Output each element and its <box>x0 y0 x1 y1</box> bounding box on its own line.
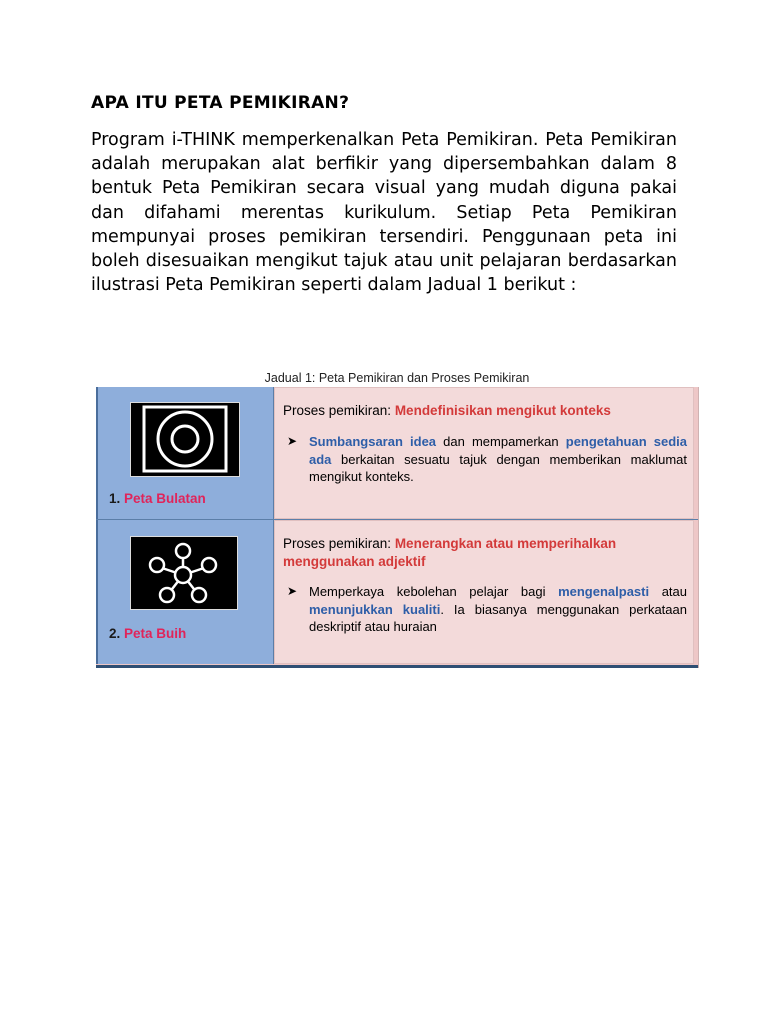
page-heading: APA ITU PETA PEMIKIRAN? <box>91 93 350 113</box>
circle-map-icon <box>130 402 240 477</box>
map-number: 2. <box>109 626 121 641</box>
bullet-text: Memperkaya kebolehan pelajar bagi <box>309 584 559 599</box>
map-label <box>109 626 186 641</box>
bullet-text: dan mempamerkan <box>436 434 566 449</box>
table-row <box>96 387 698 520</box>
thinking-maps-table <box>96 387 699 668</box>
highlight-text: menunjukkan kualiti <box>309 601 441 617</box>
process-label: Proses pemikiran: <box>283 536 392 551</box>
map-label <box>109 491 206 506</box>
arrow-bullet-icon: ➤ <box>287 434 298 448</box>
process-value: Menerangkan atau memperihalkan menggunakan adjektif <box>283 536 617 569</box>
process-cell <box>274 387 694 519</box>
highlight-text: pengetahuan sedia ada <box>309 434 687 467</box>
bullet-text: atau <box>649 584 687 599</box>
arrow-bullet-icon: ➤ <box>287 584 298 598</box>
bullet-text: . Ia biasanya menggunakan perkataan deskriptif atau huraian <box>309 601 687 634</box>
process-value: Mendefinisikan mengikut konteks <box>394 403 611 418</box>
map-name: Peta Bulatan <box>124 491 206 506</box>
process-bullet <box>287 583 687 636</box>
process-bullet <box>287 433 687 486</box>
map-cell <box>96 520 274 664</box>
process-line <box>283 535 685 571</box>
process-line <box>283 402 685 420</box>
highlight-text: Sumbangsaran idea <box>309 434 437 449</box>
bullet-text: berkaitan sesuatu tajuk dengan memberikan maklumat mengikut konteks. <box>309 451 687 484</box>
table-row <box>96 520 698 664</box>
bubble-map-icon <box>130 536 238 610</box>
table-bottom-border <box>96 665 698 668</box>
intro-paragraph: Program i-THINK memperkenalkan Peta Pemikiran. Peta Pemikiran adalah merupakan alat berfikir yang dipersembahkan dalam 8 bentuk Peta Pemikiran secara visual yang mudah diguna pakai dan difahami merentas kurikulum. Setiap Peta Pemikiran mempunyai proses pemikiran tersendiri. Penggunaan peta ini boleh disesuaikan mengikut tajuk atau unit pelajaran berdasarkan ilustrasi Peta Pemikiran seperti dalam Jadual 1 berikut : <box>91 130 677 296</box>
process-cell <box>274 520 694 664</box>
highlight-text: mengenalpasti <box>558 584 650 599</box>
map-number: 1. <box>109 491 121 506</box>
table-caption: Jadual 1: Peta Pemikiran dan Proses Pemikiran <box>264 371 530 385</box>
map-cell <box>96 387 274 519</box>
map-name: Peta Buih <box>124 626 187 641</box>
process-label: Proses pemikiran: <box>283 403 392 418</box>
